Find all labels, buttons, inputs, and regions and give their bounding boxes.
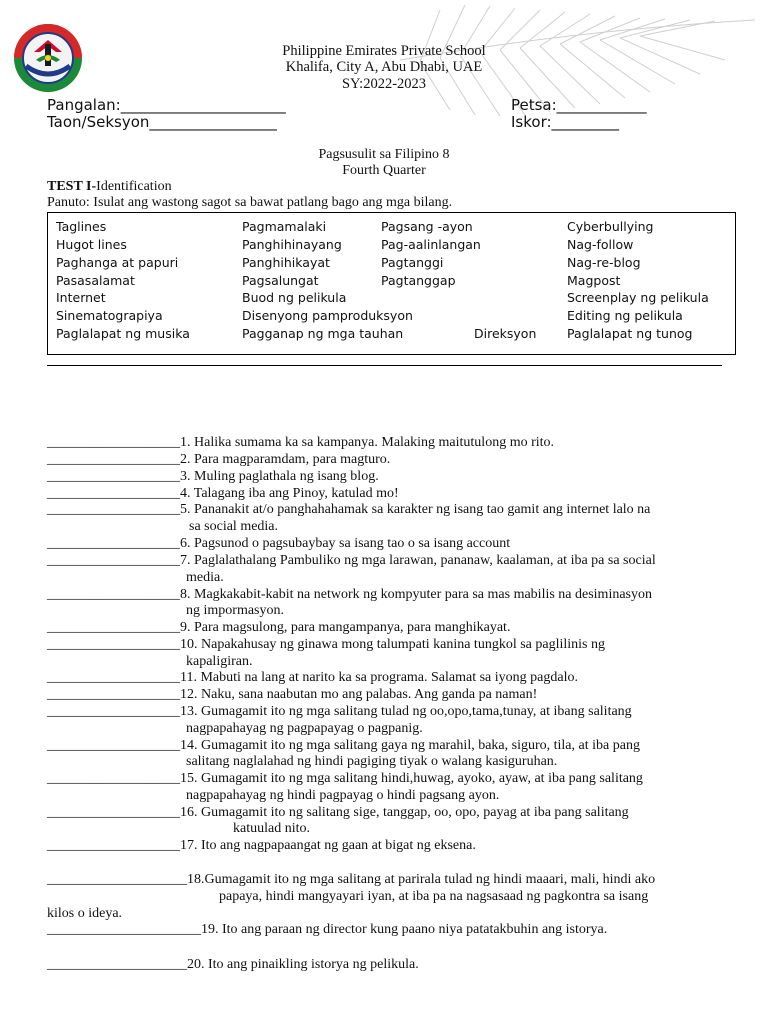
answer-blank[interactable]: ___________________ (47, 553, 180, 568)
question-text: 15. Gumagamit ito ng mga salitang hindi,huwag, ayoko, ayaw, at iba pang salitang (180, 771, 643, 786)
question-text: 8. Magkakabit-kabit na network ng kompyuter para sa mas mabilis na desiminasyon (180, 587, 653, 602)
word-bank-item: Buod ng pelikula (242, 290, 347, 305)
question-continuation: media. (186, 570, 224, 585)
question-text: 19. Ito ang paraan ng director kung paano niya patatakbuhin ang istorya. (201, 922, 608, 937)
answer-blank[interactable]: ___________________ (47, 738, 180, 753)
answer-blank[interactable]: ___________________ (47, 670, 180, 685)
question-item (47, 486, 399, 503)
answer-blank[interactable]: ___________________ (47, 687, 180, 702)
word-bank-item: Panghihinayang (242, 237, 342, 252)
word-bank-item: Nag-follow (567, 237, 634, 252)
word-bank-item: Pagtanggap (381, 273, 456, 288)
question-text: 13. Gumagamit ito ng mga salitang tulad ng oo,opo,tama,tunay, at ibang salitang (180, 704, 632, 719)
question-text: 16. Gumagamit ito ng salitang sige, tanggap, oo, opo, payag at iba pang salitang (180, 805, 629, 820)
word-bank-item: Panghihikayat (242, 255, 330, 270)
word-bank-item: Pag-aalinlangan (381, 237, 481, 252)
question-text: 20. Ito ang pinaikling istorya ng pelikula. (187, 957, 419, 972)
question-item (47, 957, 419, 974)
question-text: 14. Gumagamit ito ng mga salitang gaya ng marahil, baka, siguro, tila, at iba pang (180, 738, 640, 753)
answer-blank[interactable]: ___________________ (47, 838, 180, 853)
question-text: 9. Para magsulong, para mangampanya, para manghikayat. (180, 620, 511, 635)
answer-blank[interactable]: ___________________ (47, 771, 180, 786)
answer-blank[interactable]: ____________________ (47, 957, 187, 972)
word-bank-item: Paglalapat ng tunog (567, 326, 693, 341)
question-item (47, 704, 632, 721)
question-continuation: kapaligiran. (186, 654, 253, 669)
question-continuation: nagpapahayag ng pagpapayag o pagpanig. (186, 721, 423, 736)
question-text: 3. Muling paglathala ng isang blog. (180, 469, 379, 484)
school-name: Philippine Emirates Private School (282, 43, 486, 59)
question-text: 4. Talagang iba ang Pinoy, katulad mo! (180, 486, 399, 501)
question-text: 7. Paglalathalang Pambuliko ng mga larawan, pananaw, kaalaman, at iba pa sa social (180, 553, 656, 568)
word-bank-box (47, 212, 736, 355)
question-item (47, 637, 605, 654)
question-continuation: salitang naglalahad ng hindi pagiging tiyak o walang kasiguruhan. (186, 754, 558, 769)
question-item (47, 670, 578, 687)
test-heading (47, 179, 172, 195)
exam-title: Pagsusulit sa Filipino 8 (318, 147, 450, 162)
word-bank-item: Pagtanggi (381, 255, 444, 270)
question-continuation: nagpapahayag ng hindi pagpayag o hindi pagsang ayon. (186, 788, 500, 803)
word-bank-item: Internet (56, 290, 106, 305)
question-text: 6. Pagsunod o pagsubaybay sa isang tao o sa isang account (180, 536, 511, 551)
date-field[interactable]: Petsa:____________ (511, 96, 647, 114)
question-item (47, 738, 640, 755)
word-bank-item: Pagganap ng mga tauhan (242, 326, 404, 341)
question-text: 11. Mabuti na lang at narito ka sa programa. Salamat sa iyong pagdalo. (180, 670, 578, 685)
question-text: 17. Ito ang nagpapaangat ng gaan at bigat ng eksena. (180, 838, 476, 853)
question-text: 5. Pananakit at/o panghahahamak sa karakter ng isang tao gamit ang internet lalo na (180, 502, 651, 517)
answer-blank[interactable]: ___________________ (47, 637, 180, 652)
word-bank-item: Taglines (56, 219, 107, 234)
question-continuation: katuulad nito. (233, 821, 310, 836)
answer-blank[interactable]: ___________________ (47, 536, 180, 551)
question-text: 12. Naku, sana naabutan mo ang palabas. Ang ganda pa naman! (180, 687, 538, 702)
answer-blank[interactable]: ___________________ (47, 620, 180, 635)
question-text: 18.Gumagamit ito ng mga salitang at parirala tulad ng hindi maaari, mali, hindi ako (187, 872, 656, 887)
question-item (47, 922, 607, 939)
question-item (47, 452, 390, 469)
question-item (47, 435, 554, 452)
score-field[interactable]: Iskor:_________ (511, 113, 620, 131)
section-field[interactable]: Taon/Seksyon_________________ (47, 113, 277, 131)
question-item (47, 838, 476, 855)
answer-blank[interactable]: ___________________ (47, 502, 180, 517)
word-bank-item: Sinematograpiya (56, 308, 163, 323)
word-bank-item: Pagsalungat (242, 273, 319, 288)
word-bank-item: Pasasalamat (56, 273, 135, 288)
question-item (47, 553, 656, 570)
question-continuation: sa social media. (189, 519, 279, 534)
question-item (47, 502, 650, 519)
instructions: Panuto: Isulat ang wastong sagot sa bawat patlang bago ang mga bilang. (47, 195, 453, 210)
answer-blank[interactable]: ____________________ (47, 872, 187, 887)
word-bank-item: Pagmamalaki (242, 219, 327, 234)
question-item (47, 469, 379, 486)
word-bank-item: Cyberbullying (567, 219, 654, 234)
question-item (47, 687, 537, 704)
word-bank-item: Screenplay ng pelikula (567, 290, 709, 305)
word-bank-item: Disenyong pamproduksyon (242, 308, 413, 323)
question-item (47, 805, 629, 822)
school-year: SY:2022-2023 (341, 76, 427, 92)
question-item (47, 587, 652, 604)
school-address: Khalifa, City A, Abu Dhabi, UAE (285, 59, 483, 75)
test-label: TEST I- (47, 179, 97, 194)
word-bank-item: Paghanga at papuri (56, 255, 179, 270)
exam-quarter: Fourth Quarter (342, 163, 426, 178)
question-item (47, 620, 510, 637)
question-continuation: papaya, hindi mangyayari iyan, at iba pa na nagsasaad ng pagkontra sa isang (219, 889, 649, 904)
question-item (47, 771, 643, 788)
answer-blank[interactable]: ___________________ (47, 435, 180, 450)
word-bank-item: Nag-re-blog (567, 255, 641, 270)
name-field[interactable]: Pangalan:______________________ (47, 96, 286, 114)
divider (47, 365, 722, 366)
question-text: 1. Halika sumama ka sa kampanya. Malaking maitutulong mo rito. (180, 435, 555, 450)
question-continuation: kilos o ideya. (47, 906, 123, 921)
question-item (47, 536, 510, 553)
word-bank-item: Editing ng pelikula (567, 308, 683, 323)
word-bank-item: Direksyon (474, 326, 537, 341)
answer-blank[interactable]: ___________________ (47, 469, 180, 484)
question-text: 2. Para magparamdam, para magturo. (180, 452, 391, 467)
question-item (47, 872, 655, 889)
question-continuation: ng impormasyon. (186, 603, 284, 618)
test-type: Identification (96, 179, 172, 194)
answer-blank[interactable]: ___________________ (47, 486, 180, 501)
answer-blank[interactable]: ______________________ (47, 922, 201, 937)
answer-blank[interactable]: ___________________ (47, 704, 180, 719)
word-bank-item: Paglalapat ng musika (56, 326, 190, 341)
answer-blank[interactable]: ___________________ (47, 587, 180, 602)
word-bank-item: Pagsang -ayon (381, 219, 473, 234)
word-bank-item: Magpost (567, 273, 621, 288)
question-text: 10. Napakahusay ng ginawa mong talumpati kanina tungkol sa paglilinis ng (180, 637, 605, 652)
answer-blank[interactable]: ___________________ (47, 452, 180, 467)
word-bank-item: Hugot lines (56, 237, 127, 252)
answer-blank[interactable]: ___________________ (47, 805, 180, 820)
